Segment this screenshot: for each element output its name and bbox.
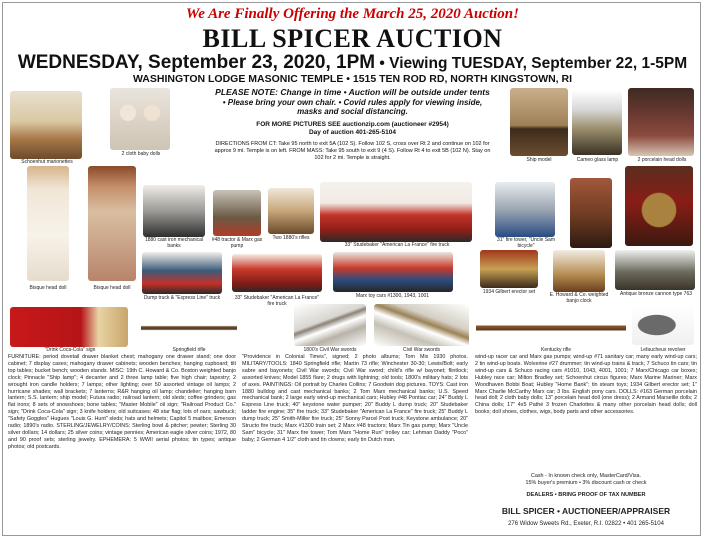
photo-springfield-rifle — [141, 316, 237, 340]
auction-location: WASHINGTON LODGE MASONIC TEMPLE • 1515 TEN ROD RD, NORTH KINGSTOWN, RI — [132, 73, 573, 85]
photo-coca-cola-sign — [10, 307, 128, 347]
payment-terms — [475, 473, 697, 487]
photo-cloth-dolls — [110, 88, 170, 150]
caption-erector-set: 1934 Gilbert erector set — [482, 289, 536, 295]
auction-date — [0, 52, 705, 74]
photo-erector-set — [480, 250, 538, 288]
payment-line-1: Cash - In known check only, MasterCard/Visa. — [530, 473, 642, 479]
notice-line-2: • Please bring your own chair. • Covid rules apply for viewing inside, masks and social distancing. — [222, 97, 483, 116]
auctioneer-name: BILL SPICER • AUCTIONEER/APPRAISER — [501, 506, 671, 516]
caption-cloth-dolls: 2 cloth baby dolls — [121, 151, 161, 157]
notice-line-1: PLEASE NOTE: Change in time • Auction will be outside under tents — [215, 87, 490, 97]
caption-fire-truck: 33" Studebaker "American La France" fire truck — [344, 242, 450, 248]
listing-column-2: "Providence in Colonial Times", signed; 2 photo albums; Tom Mix 1930 photos. MILITARY/TOOLS: 1840 Springfield rifle; Martin 73 rifle; Winchester 30-30; Lewis/Bolt; early sabre and bayonets; Civil War swords; Civil War sword; child's rifle w/ bayonet; flintlock; assorted knives; Model 1855 flare; 2 drugs with lightning; old tools; 1800's military hats; 2 lots of axes. PAINTINGS: Oil portrait by Charles Collins; 7 Goodwin dog pictures. TOYS: Cast iron 1880 bulldog and cast mechanical banks; 2 Tom Marx mechanical banks; U.S. Speed mechanical bank; 2 large early wind-up mechanical cars; Hubley #48 Pontiac car; 24" Buddy L Express Line truck; 40" keystone water pumper; 20" Buddy L dump truck; 20" Studebaker ladder fire engine; 35" fire truck; 33" Studebaker "American La France" fire truck; 25" Buddy L dump truck; 25" Smith-Miller fire truck; 25" Sonny Parcel Post truck; Keystone ambulance; 20" Structo fire truck; Marx #1300 train set; 2 Marx #48 tractors; Marx Tin gas pump; Marx "Uncle Sam" bicycle; 31" Marx fire tower; Tom Marx "Home Run" trolley car; Lehman Daddy "Poco" baby; 2 German 4 1/2" cloth and tin clowns; early tin Dutch man. — [242, 354, 468, 443]
auction-date-main: WEDNESDAY, September 23, 2020, 1PM — [17, 52, 376, 73]
photo-porcelain-dolls — [628, 88, 694, 156]
covid-notice — [210, 88, 495, 117]
listing-column-3: wind-up racer car and Marx gas pumps; wind-up #71 sanitary car; many early wind-up cars; 2 tin wind-up boats. Wolverine #27 drummer; tin wind-up trains & track; 7 Schuco tin cars; tin wind-up cars & Schuco racing cars #1010, 1043, 4001, 1001; 7 Marx/Chicago car boxes; Hubley race car; Milton Bradley set; Schoenhut circus figures; Marx Marine Mariner; Marx Woodhaven Bobbi Boat; Hubley "Home Bank"; tin steam toys; 1934 Gilbert erector set; 1" Marx Charlie McCarthy Marx car; 3 lbs. English pony cars. DOLLS: #163 German porcelain head doll; 2 cloth baby dolls; 13" porcelain head doll (one dress); 2 Armand Marseille dolls; 2 China dolls; 17" 4x5 Pathé 3 frozen Charlottes & many other porcelain head dolls; doll books; doll shoes, clothes, wigs, body parts and other accessories. — [475, 354, 697, 416]
photo-dump-truck — [142, 252, 222, 294]
caption-tractor-gas-pump: #48 tractor & Marx gas pump — [211, 237, 263, 249]
caption-marx-cars: Marx toy cars #1300, 1943, 1001 — [355, 293, 430, 299]
photo-fire-truck — [320, 182, 472, 242]
viewing-date: • Viewing TUESDAY, September 22, 1-5PM — [375, 55, 688, 72]
photo-tractor-gas-pump — [213, 190, 261, 236]
caption-ship-model: Ship model — [526, 157, 552, 163]
caption-civil-war-swords-2: Civil War swords — [402, 347, 441, 353]
photo-marx-cars — [333, 252, 453, 292]
caption-bronze-cannon: Antique bronze cannon type 763 — [620, 291, 692, 297]
caption-civil-war-swords-1: 1800's Civil War swords — [303, 347, 357, 353]
caption-dump-truck: Dump truck & "Express Line" truck — [143, 295, 221, 301]
caption-fire-tower: 31" fire tower, "Uncle Sam bicycle" — [496, 237, 556, 249]
caption-revolver: Lefaucheux revolver — [640, 347, 686, 353]
photo-ship-model — [510, 88, 568, 156]
photo-grandfather-clock — [570, 178, 612, 248]
photo-ships-lantern — [625, 166, 693, 246]
photo-fire-tower — [495, 182, 555, 237]
more-pictures-line-1: FOR MORE PICTURES SEE auctionzip.com (auctioneer #2954) — [256, 121, 449, 128]
photo-studebaker-fire-truck — [232, 254, 322, 292]
dealers-note: DEALERS • BRING PROOF OF TAX NUMBER — [526, 492, 646, 498]
auction-title: BILL SPICER AUCTION — [202, 24, 503, 53]
photo-marionettes — [10, 91, 82, 159]
more-pictures — [210, 121, 495, 137]
photo-bisque-doll-1 — [27, 166, 69, 281]
directions: DIRECTIONS FROM CT: Take 95 north to exit 5A (102 S). Follow 102 S, cross over Rt 2 and continue on 102 for approx 9 mi. Temple is on left. FROM MASS: Take 95 south to exit 9 (4 S). Follow Rt 4 to exit 5B (102 N). Stay on 102 for 2 mi. Temple is straight. — [214, 141, 491, 161]
photo-1880s-rifles — [268, 188, 314, 234]
caption-coca-cola-sign: "Drink Coca-Cola" sign — [44, 347, 96, 353]
listing-column-1: FURNITURE: period dovetail drawer blanket chest; mahogany one drawer stand; one door cabinet; 7 display cases; mahogany drawer cabinets; wooden benches; hanging cupboard; tilt top tables; bucket bench; wooden stands. MISC: 19th C. Howard & Co. Boston weighted banjo clock; Pinnacle "Ship lamp"; 4 decanter and 2 three lamp table; five high chair; tapestry; 2 wrought iron candle holders; 7 lamps; other lighting; over 50 assorted vintage oil lamps; 2 hurricane shades; wall brackets; 7 lanterns; R&R hanging oil lamp; chandelier; hanging barn lantern; S.S. lantern; ship model; Futura radio; railroad lantern; old sleds; coffee grinders; gas flat irons; 8 sets of snowshoes; bone tables; "Master Mobile" oil sign; "Railroad Product Co." sign; "Drink Coca-Cola" sign; 3 knife holders; old suitcases; 48 star flag; lots of oars; sawbuck; "Safety Goggles" Hugues "Louis G. Hunt" sleds; hats and helmets; Capitol 5 mailbox; Emerson radio; 1890's radio. STERLING/JEWELRY/COINS: Sterling bowl & pitcher; pewter; Sterling 30 silver dollars; 14 dollars; 25 silver coins; vintage pennies; American eagle silver coins; 1972, 80 and 90 proof sets; sterling jewelry. EPHEMERA: 5 WWII aerial photos; tin types; antique photos; old postcards. — [8, 354, 236, 450]
photo-civil-war-swords-2 — [374, 304, 469, 346]
caption-1880s-rifles: Two 1880's rifles — [272, 235, 310, 241]
caption-studebaker-fire-truck: 33" Studebaker "American La France" fire truck — [234, 295, 320, 307]
photo-bronze-cannon — [615, 250, 695, 290]
day-of-phone: Day of auction 401-265-5104 — [308, 129, 397, 136]
photo-banjo-clock — [553, 250, 605, 292]
photo-bisque-doll-2 — [88, 166, 136, 281]
auctioneer-address: 276 Widow Sweets Rd., Exeter, R.I. 02822 • 401 265-5104 — [508, 521, 664, 527]
photo-kentucky-rifle — [476, 318, 626, 338]
caption-mechanical-banks: 1880 cast iron mechanical banks — [144, 237, 204, 249]
caption-porcelain-dolls: 2 porcelain head dolls — [637, 157, 687, 163]
photo-mechanical-banks — [143, 185, 205, 237]
caption-springfield-rifle: Springfield rifle — [172, 347, 206, 353]
photo-revolver — [632, 305, 694, 345]
caption-marionettes: Schoenhut marionettes — [21, 159, 73, 165]
caption-banjo-clock: E. Howard & Co. weighted banjo clock — [549, 292, 609, 304]
headline-offer: We Are Finally Offering the March 25, 2020 Auction! — [186, 6, 519, 22]
payment-line-2: 15% buyer's premium • 3% discount cash or check — [525, 479, 647, 486]
photo-cameo-lamp — [572, 90, 622, 155]
caption-kentucky-rifle: Kentucky rifle — [540, 347, 571, 353]
caption-cameo-lamp: Cameo glass lamp — [576, 157, 619, 163]
caption-bisque-doll-1: Bisque head doll — [29, 285, 67, 291]
photo-civil-war-swords-1 — [294, 304, 366, 346]
caption-bisque-doll-2: Bisque head doll — [93, 285, 131, 291]
